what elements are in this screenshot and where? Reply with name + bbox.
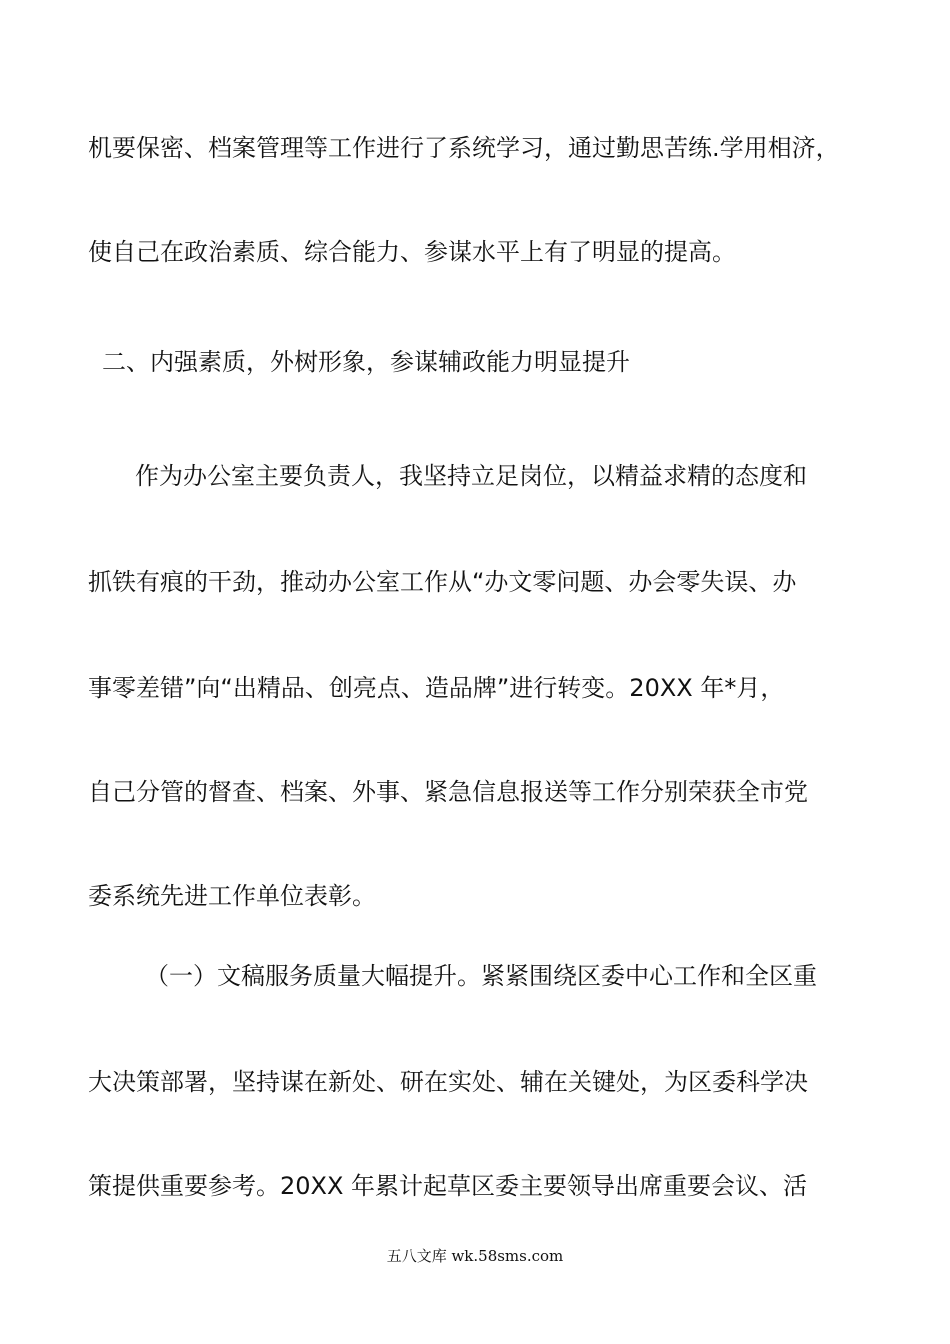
paragraph-line: 自己分管的督查、档案、外事、紧急信息报送等工作分别荣获全市党 bbox=[88, 778, 808, 806]
paragraph-line: 作为办公室主要负责人，我坚持立足岗位，以精益求精的态度和 bbox=[135, 462, 807, 490]
paragraph-line: 使自己在政治素质、综合能力、参谋水平上有了明显的提高。 bbox=[88, 238, 736, 266]
paragraph-line: 机要保密、档案管理等工作进行了系统学习，通过勤思苦练.学用相济， bbox=[88, 134, 840, 162]
paragraph-line: 事零差错”向“出精品、创亮点、造品牌”进行转变。20XX 年*月， bbox=[88, 674, 785, 702]
section-heading: 二、内强素质，外树形象，参谋辅政能力明显提升 bbox=[102, 348, 630, 376]
paragraph-line: 策提供重要参考。20XX 年累计起草区委主要领导出席重要会议、活 bbox=[88, 1172, 808, 1200]
paragraph-line: 大决策部署，坚持谋在新处、研在实处、辅在关键处，为区委科学决 bbox=[88, 1068, 808, 1096]
paragraph-line: 抓铁有痕的干劲，推动办公室工作从“办文零问题、办会零失误、办 bbox=[88, 568, 797, 596]
footer-watermark: 五八文库 wk.58sms.com bbox=[386, 1247, 564, 1265]
subsection-line: （一）文稿服务质量大幅提升。紧紧围绕区委中心工作和全区重 bbox=[145, 962, 817, 990]
paragraph-line: 委系统先进工作单位表彰。 bbox=[88, 882, 376, 910]
